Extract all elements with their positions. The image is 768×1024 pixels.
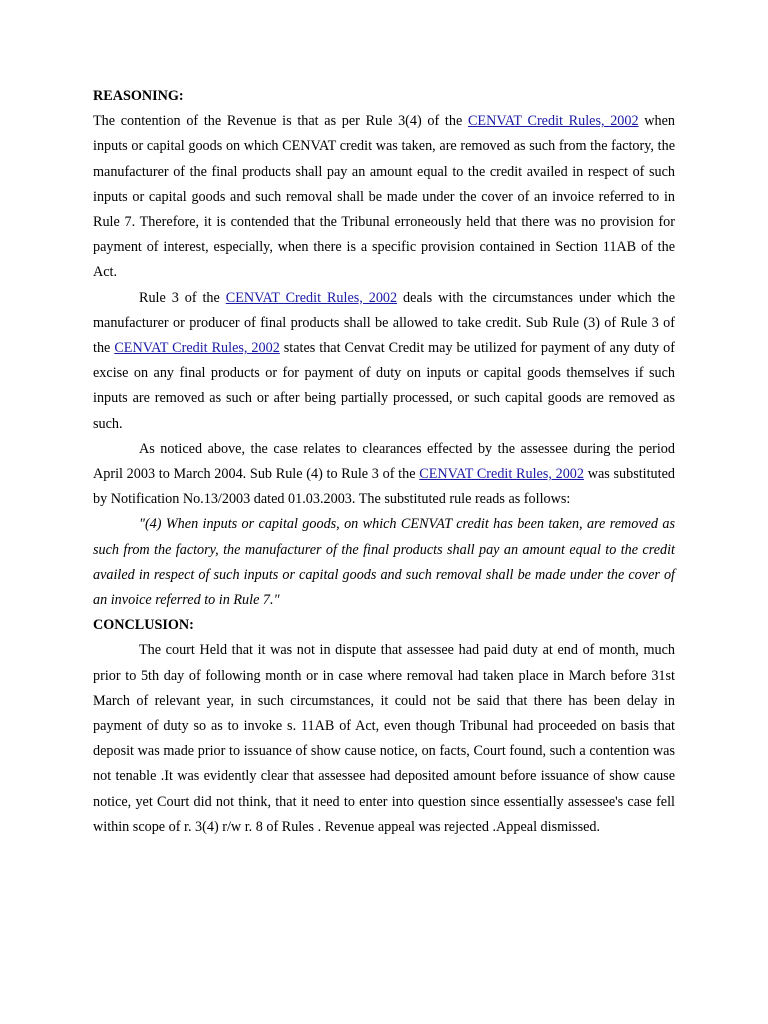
conclusion-heading: CONCLUSION: (93, 617, 194, 634)
reasoning-paragraph-3 (93, 437, 675, 513)
conclusion-paragraph: The court Held that it was not in dispute that assessee had paid duty at end of month, much prior to 5th day of following month or in case where removal had taken place in March before 31st March of relevant year, in such circumstances, it could not be said that there has been delay in payment of duty so as to invoke s. 11AB of Act, even though Tribunal had proceeded on basis that deposit was made prior to issuance of show cause notice, on facts, Court found, such a contention was not tenable .It was evidently clear that assessee had deposited amount before issuance of show cause notice, yet Court did not think, that it need to enter into question since essentially assessee's case fell within scope of r. 3(4) r/w r. 8 of Rules . Revenue appeal was rejected .Appeal dismissed. (93, 642, 675, 835)
cenvat-rules-link-1[interactable]: CENVAT Credit Rules, 2002 (467, 113, 639, 130)
reasoning-p2-text-1: Rule 3 of the (139, 289, 226, 306)
reasoning-paragraph-1 (93, 109, 675, 285)
cenvat-rules-link-3[interactable]: CENVAT Credit Rules, 2002 (114, 340, 280, 357)
reasoning-p1-text-2: when inputs or capital goods on which CENVAT credit was taken, are removed as such from the factory, the manufacturer of the final products shall pay an amount equal to the credit availed in respect of such inputs or capital goods and such removal shall be made under the cover of an invoice referred to in Rule 7. Therefore, it is contended that the Tribunal erroneously held that there was no provision for payment of interest, especially, when there is a specific provision contained in Section 11AB of the Act. (93, 113, 675, 281)
document-page (93, 84, 675, 840)
reasoning-p2-text-3: states that Cenvat Credit may be utilized for payment of any duty of excise on any final products or for payment of duty on inputs or capital goods themselves if such inputs are removed as such or after being partially processed, or such capital goods are removed as such. (93, 340, 675, 432)
reasoning-p2-text-2: deals with the circumstances under which the manufacturer or producer of final products shall be allowed to take credit. Sub Rule (3) of Rule 3 of the (93, 289, 675, 357)
reasoning-heading: REASONING: (93, 88, 184, 104)
reasoning-p3-text-1: As noticed above, the case relates to clearances effected by the assessee during the period April 2003 to March 2004. Sub Rule (4) to Rule 3 of the (93, 440, 675, 483)
reasoning-p1-text-1: The contention of the Revenue is that as per Rule 3(4) of the (93, 113, 468, 130)
reasoning-p3-text-2: was substituted by Notification No.13/2003 dated 01.03.2003. The substituted rule reads as follows: (93, 466, 675, 508)
cenvat-rules-link-4[interactable]: CENVAT Credit Rules, 2002 (419, 466, 584, 483)
rule-quote: "(4) When inputs or capital goods, on which CENVAT credit has been taken, are removed as such from the factory, the manufacturer of the final products shall pay an amount equal to the credit availed in respect of such inputs or capital goods and such removal shall be made under the cover of an invoice referred to in Rule 7." (93, 516, 675, 609)
cenvat-rules-link-2[interactable]: CENVAT Credit Rules, 2002 (225, 289, 398, 306)
reasoning-paragraph-2 (93, 286, 675, 437)
